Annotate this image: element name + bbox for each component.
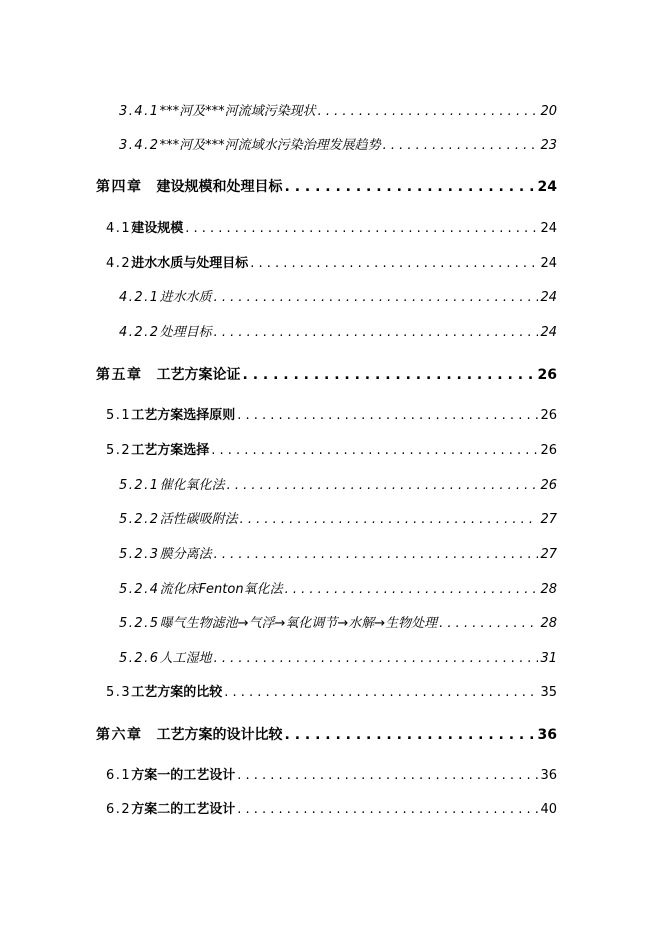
toc-page-number: 27 (540, 547, 557, 562)
toc-page-number: 28 (540, 616, 557, 631)
toc-number: 4.2.1 (119, 290, 160, 305)
dot-leader (214, 288, 539, 308)
toc-title: 流化床Fenton氧化法 (159, 582, 283, 597)
toc-title: 处理目标 (159, 325, 212, 340)
dot-leader (285, 725, 536, 745)
toc-entry-3-4-1[interactable] (119, 102, 557, 122)
toc-page-number: 26 (537, 367, 557, 383)
toc-page-number: 24 (540, 221, 557, 236)
dot-leader (285, 580, 539, 600)
toc-number: 5.1 (106, 408, 132, 423)
toc-number: 第四章 (96, 179, 143, 195)
toc-title: 工艺方案的设计比较 (156, 727, 283, 743)
toc-entry-4-2-2[interactable] (119, 323, 557, 343)
toc-number: 6.2 (106, 802, 132, 817)
toc-number: 4.1 (106, 221, 132, 236)
toc-entry-3-4-2[interactable] (119, 136, 557, 156)
toc-number: 3.4.2 (119, 138, 160, 153)
toc-title: 方案一的工艺设计 (131, 768, 236, 783)
toc-number: 5.2 (106, 443, 132, 458)
dot-leader (227, 476, 539, 496)
toc-page-number: 26 (540, 408, 557, 423)
toc-title: 方案二的工艺设计 (131, 802, 236, 817)
toc-entry-5-2-2[interactable] (119, 510, 557, 530)
toc-entry-chapter-4[interactable] (96, 177, 557, 197)
dot-leader (250, 254, 538, 274)
toc-number: 5.2.2 (119, 512, 160, 527)
toc-title: 工艺方案选择原则 (131, 408, 236, 423)
toc-number: 5.2.3 (119, 547, 160, 562)
toc-number: 5.3 (106, 685, 132, 700)
toc-title: ***河及***河流域水污染治理发展趋势 (159, 138, 381, 153)
toc-number: 5.2.4 (119, 582, 160, 597)
dot-leader (214, 545, 539, 565)
toc-entry-5-3[interactable] (106, 683, 557, 703)
toc-number: 5.2.6 (119, 651, 160, 666)
toc-page-number: 23 (540, 138, 557, 153)
toc-entry-5-2-6[interactable] (119, 649, 557, 669)
toc-number: 第六章 (96, 727, 143, 743)
toc-page-number: 31 (540, 651, 557, 666)
toc-number: 6.1 (106, 768, 132, 783)
toc-page-number: 40 (540, 802, 557, 817)
toc-number: 5.2.1 (119, 478, 160, 493)
dot-leader (185, 219, 538, 239)
dot-leader (214, 649, 539, 669)
toc-title: 工艺方案选择 (131, 443, 210, 458)
toc-page-number: 26 (540, 478, 557, 493)
toc-entry-5-2-4[interactable] (119, 580, 557, 600)
toc-title: 建设规模 (131, 221, 184, 236)
dot-leader (237, 800, 538, 820)
toc-title: 人工湿地 (159, 651, 212, 666)
toc-number: 3.4.1 (119, 104, 160, 119)
dot-leader (243, 365, 536, 385)
dot-leader (214, 323, 539, 343)
toc-title: 活性碳吸附法 (159, 512, 238, 527)
dot-leader (240, 510, 539, 530)
toc-title: ***河及***河流域污染现状 (159, 104, 316, 119)
toc-page-number: 24 (540, 290, 557, 305)
toc-page-number: 35 (540, 685, 557, 700)
toc-page-number: 24 (540, 325, 557, 340)
toc-page-number: 28 (540, 582, 557, 597)
dot-leader (237, 766, 538, 786)
toc-title: 进水水质 (159, 290, 212, 305)
toc-title: 曝气生物滤池→气浮→氧化调节→水解→生物处理 (159, 616, 438, 631)
toc-number: 4.2.2 (119, 325, 160, 340)
dot-leader (318, 102, 539, 122)
toc-page-number: 27 (540, 512, 557, 527)
dot-leader (224, 683, 538, 703)
toc-page-number: 24 (537, 179, 557, 195)
toc-title: 催化氧化法 (159, 478, 225, 493)
toc-title: 工艺方案论证 (156, 367, 241, 383)
toc-entry-5-1[interactable] (106, 406, 557, 426)
toc-entry-5-2-3[interactable] (119, 545, 557, 565)
dot-leader (285, 177, 536, 197)
toc-entry-6-1[interactable] (106, 766, 557, 786)
toc-entry-chapter-6[interactable] (96, 725, 557, 745)
toc-entry-5-2-5[interactable] (119, 614, 557, 634)
toc-entry-4-1[interactable] (106, 219, 557, 239)
toc-page-number: 36 (540, 768, 557, 783)
dot-leader (383, 136, 539, 156)
dot-leader (237, 406, 538, 426)
toc-entry-5-2[interactable] (106, 441, 557, 461)
toc-title: 工艺方案的比较 (131, 685, 223, 700)
toc-page-number: 26 (540, 443, 557, 458)
toc-title: 建设规模和处理目标 (156, 179, 283, 195)
toc-page-number: 20 (540, 104, 557, 119)
toc-entry-chapter-5[interactable] (96, 365, 557, 385)
toc-number: 4.2 (106, 256, 132, 271)
dot-leader (211, 441, 538, 461)
toc-page-number: 24 (540, 256, 557, 271)
toc-entry-5-2-1[interactable] (119, 476, 557, 496)
toc-number: 第五章 (96, 367, 143, 383)
toc-entry-6-2[interactable] (106, 800, 557, 820)
toc-entry-4-2[interactable] (106, 254, 557, 274)
dot-leader (439, 614, 538, 634)
toc-title: 膜分离法 (159, 547, 212, 562)
toc-entry-4-2-1[interactable] (119, 288, 557, 308)
toc-title: 进水水质与处理目标 (131, 256, 249, 271)
toc-page-number: 36 (537, 727, 557, 743)
toc-number: 5.2.5 (119, 616, 160, 631)
